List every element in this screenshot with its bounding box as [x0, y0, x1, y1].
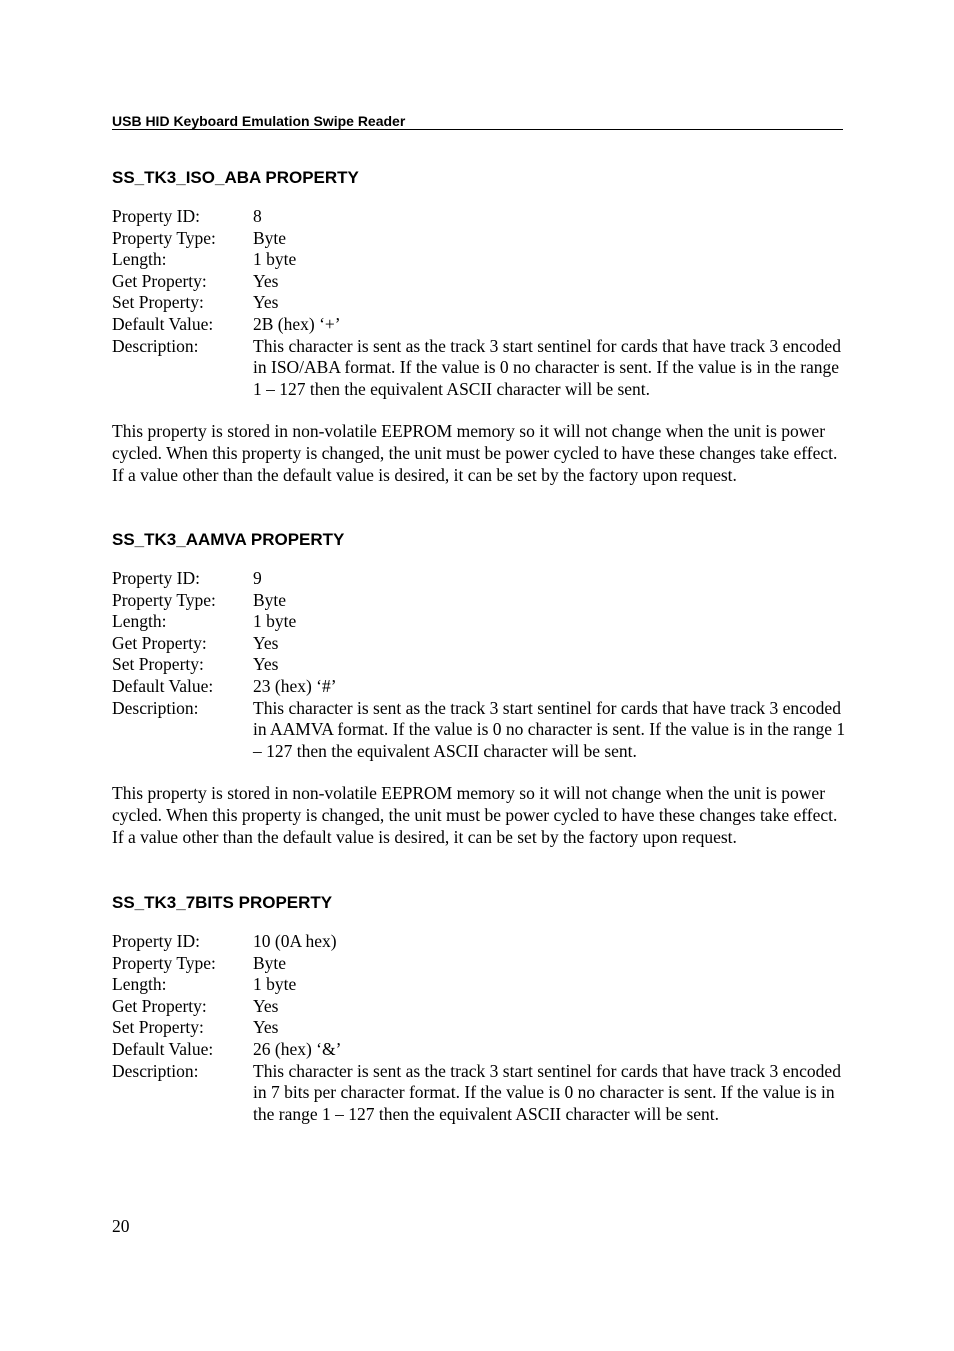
property-value: Yes [253, 654, 279, 675]
property-row-get [112, 996, 852, 1018]
section-ss-tk3-aamva [112, 530, 852, 848]
property-label: Set Property: [112, 1017, 204, 1038]
property-row-description [112, 336, 852, 401]
property-label: Default Value: [112, 675, 214, 696]
property-label: Property ID: [112, 931, 200, 951]
property-value: Yes [253, 995, 279, 1016]
section-title: SS_TK3_7BITS PROPERTY [112, 893, 333, 912]
property-label: Property Type: [112, 952, 216, 973]
property-row-set [112, 1017, 852, 1039]
property-table [112, 931, 852, 1125]
property-row-length [112, 249, 852, 271]
section-ss-tk3-7bits [112, 893, 852, 1125]
property-value: 8 [253, 206, 262, 226]
property-value: 2B (hex) ‘+’ [253, 313, 341, 334]
running-header: USB HID Keyboard Emulation Swipe Reader [112, 113, 843, 130]
property-label: Default Value: [112, 313, 214, 334]
property-value: Yes [253, 1017, 279, 1038]
property-label: Get Property: [112, 270, 207, 291]
property-label: Length: [112, 974, 167, 995]
property-value: 23 (hex) ‘#’ [253, 675, 337, 696]
property-value: Yes [253, 270, 279, 291]
section-ss-tk3-iso-aba [112, 168, 852, 486]
property-row-description [112, 698, 852, 763]
property-row-default [112, 1039, 852, 1061]
section-title: SS_TK3_ISO_ABA PROPERTY [112, 168, 359, 187]
property-table [112, 206, 852, 400]
property-row-length [112, 611, 852, 633]
property-label: Property ID: [112, 568, 200, 588]
property-row-default [112, 314, 852, 336]
property-row-id [112, 931, 852, 953]
property-value: This character is sent as the track 3 start sentinel for cards that have track 3 encoded in ISO/ABA format. If the value is 0 no character is sent. If the value is in the range 1 – 127 then the equivalent ASCII character will be sent. [253, 335, 841, 399]
property-value: 1 byte [253, 611, 297, 632]
property-value: Byte [253, 589, 287, 610]
property-row-id [112, 206, 852, 228]
property-label: Default Value: [112, 1038, 214, 1059]
property-label: Set Property: [112, 292, 204, 313]
section-title: SS_TK3_AAMVA PROPERTY [112, 530, 345, 549]
property-label: Property Type: [112, 227, 216, 248]
property-row-default [112, 676, 852, 698]
property-table [112, 568, 852, 762]
property-label: Description: [112, 335, 199, 356]
page-number: 20 [112, 1216, 130, 1236]
property-row-description [112, 1061, 852, 1126]
property-value: 1 byte [253, 249, 297, 270]
property-label: Property Type: [112, 589, 216, 610]
property-row-type [112, 953, 852, 975]
property-label: Length: [112, 249, 167, 270]
storage-note: This property is stored in non-volatile EEPROM memory so it will not change when the unit is power cycled. When this property is changed, the unit must be power cycled to have these changes take effect. If a value other than the default value is desired, it can be set by the factory upon request. [112, 783, 838, 847]
property-value: 26 (hex) ‘&’ [253, 1038, 342, 1059]
property-row-type [112, 590, 852, 612]
property-row-get [112, 633, 852, 655]
property-value: Byte [253, 952, 287, 973]
property-value: Byte [253, 227, 287, 248]
property-row-length [112, 974, 852, 996]
property-value: This character is sent as the track 3 start sentinel for cards that have track 3 encoded in 7 bits per character format. If the value is 0 no character is sent. If the value is in the range 1 – 127 then the equivalent ASCII character will be sent. [253, 1060, 841, 1124]
property-label: Property ID: [112, 206, 200, 226]
property-value: Yes [253, 632, 279, 653]
property-row-id [112, 568, 852, 590]
property-label: Get Property: [112, 995, 207, 1016]
storage-note: This property is stored in non-volatile EEPROM memory so it will not change when the unit is power cycled. When this property is changed, the unit must be power cycled to have these changes take effect. If a value other than the default value is desired, it can be set by the factory upon request. [112, 421, 838, 485]
property-row-set [112, 292, 852, 314]
property-value: 10 (0A hex) [253, 931, 337, 951]
property-value: Yes [253, 292, 279, 313]
property-row-type [112, 228, 852, 250]
property-row-set [112, 654, 852, 676]
property-value: This character is sent as the track 3 start sentinel for cards that have track 3 encoded in AAMVA format. If the value is 0 no character is sent. If the value is in the range 1 – 127 then the equivalent ASCII character will be sent. [253, 697, 846, 761]
property-value: 1 byte [253, 974, 297, 995]
property-label: Length: [112, 611, 167, 632]
property-row-get [112, 271, 852, 293]
property-label: Get Property: [112, 632, 207, 653]
property-label: Description: [112, 697, 199, 718]
property-value: 9 [253, 568, 262, 588]
property-label: Description: [112, 1060, 199, 1081]
property-label: Set Property: [112, 654, 204, 675]
